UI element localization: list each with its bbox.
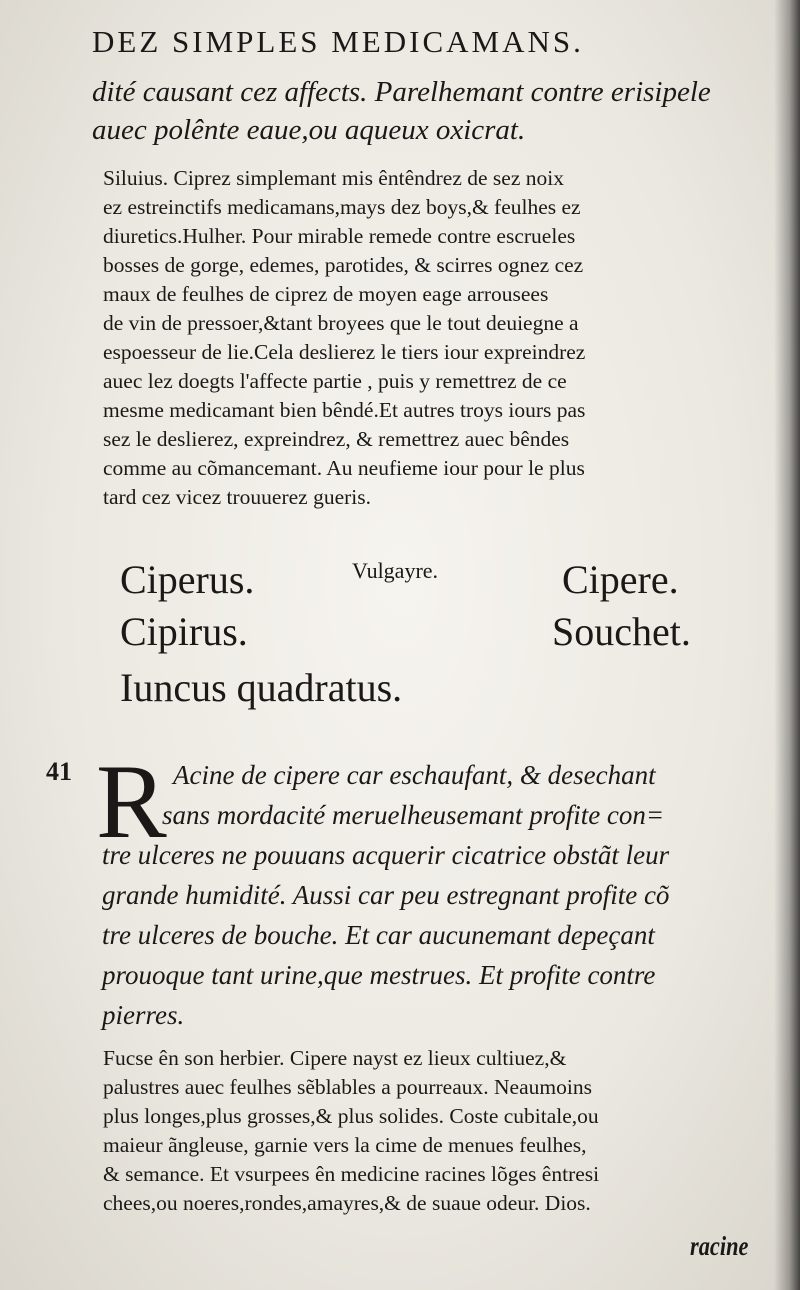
plant-name: Ciperus. xyxy=(120,557,255,602)
margin-number: 41 xyxy=(46,757,72,786)
text-line: maux de feulhes de ciprez de moyen eage arrousees xyxy=(103,282,549,306)
text-line: auec lez doegts l'affecte partie , puis y remettrez de ce xyxy=(103,369,567,393)
text-line: pierres. xyxy=(102,1000,185,1030)
text-line: diuretics.Hulher. Pour mirable remede contre escrueles xyxy=(103,224,576,248)
text-line: Siluius. Ciprez simplemant mis êntêndrez de sez noix xyxy=(103,166,564,190)
text-line: & semance. Et vsurpees ên medicine racines lõges êntresi xyxy=(103,1162,600,1186)
text-line: bosses de gorge, edemes, parotides, & scirres ognez cez xyxy=(103,253,584,277)
text-line: Fucse ên son herbier. Cipere nayst ez lieux cultiuez,& xyxy=(103,1046,567,1070)
text-line: tre ulceres de bouche. Et car aucunemant depeçant xyxy=(102,920,655,950)
text-line: ez estreinctifs medicamans,mays dez boys,& feulhes ez xyxy=(103,195,581,219)
plant-name: Cipere. xyxy=(562,557,679,602)
text-line: plus longes,plus grosses,& plus solides. Coste cubitale,ou xyxy=(103,1104,599,1128)
running-header: DEZ SIMPLES MEDICAMANS. xyxy=(92,24,584,59)
text-line: palustres auec feulhes sẽblables a pourreaux. Neaumoins xyxy=(103,1075,592,1099)
text-line: tre ulceres ne pouuans acquerir cicatrice obstãt leur xyxy=(102,840,670,870)
plant-name: Souchet. xyxy=(552,609,691,654)
text-line: dité causant cez affects. Parelhemant contre erisipele xyxy=(92,76,711,108)
text-line: chees,ou noeres,rondes,amayres,& de suaue odeur. Dios. xyxy=(103,1191,591,1215)
plant-name: Iuncus quadratus. xyxy=(120,665,403,710)
text-line: sans mordacité meruelheusemant profite con= xyxy=(162,800,665,830)
drop-cap: R xyxy=(96,743,167,860)
vulgar-label: Vulgayre. xyxy=(352,558,439,583)
plant-name: Cipirus. xyxy=(120,609,248,654)
text-line: mesme medicamant bien bêndé.Et autres troys iours pas xyxy=(103,398,586,422)
text-line: tard cez vicez trouuerez gueris. xyxy=(103,485,371,509)
text-line: grande humidité. Aussi car peu estregnant profite cõ xyxy=(102,880,670,910)
text-line: prouoque tant urine,que mestrues. Et profite contre xyxy=(102,960,656,990)
text-line: maieur ãngleuse, garnie vers la cime de menues feulhes, xyxy=(103,1133,587,1157)
text-line: sez le deslierez, expreindrez, & remettrez auec bêndes xyxy=(103,427,570,451)
text-line: de vin de pressoer,&tant broyees que le tout deuiegne a xyxy=(103,311,579,335)
text-line: auec polênte eaue,ou aqueux oxicrat. xyxy=(92,114,526,146)
text-line: Acine de cipere car eschaufant, & desechant xyxy=(173,760,656,790)
text-line: comme au cõmancemant. Au neufieme iour pour le plus xyxy=(103,456,585,480)
catchword: racine xyxy=(689,1231,749,1261)
text-line: espoesseur de lie.Cela deslierez le tiers iour expreindrez xyxy=(103,340,586,364)
